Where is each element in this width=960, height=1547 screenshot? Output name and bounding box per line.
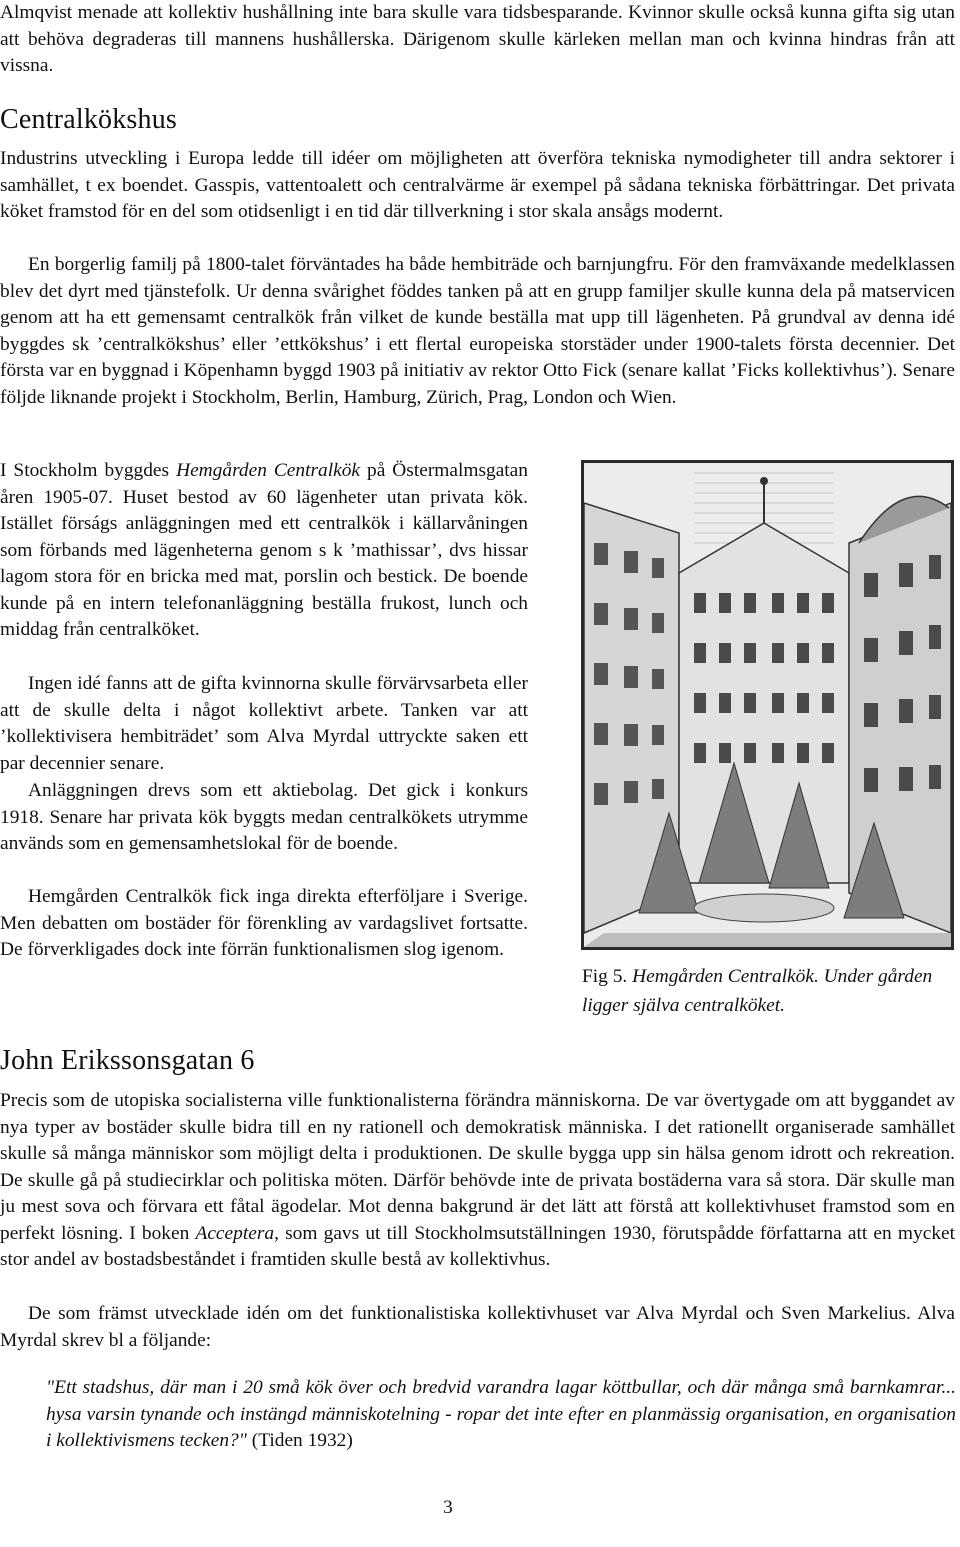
acceptera-title: Acceptera [195,1222,275,1244]
paragraph-hemgarden: I Stockholm byggdes Hemgården Centralkök på Östermalmsgatan åren 1905-07. Huset bestod av 60 lägenheter utan privata kök. Istället förságs anläggningen med ett centralkök i källarvåningen som förbands med lägenheterna genom s k ’mathissar’, dvs hissar lagom stora för en bricka med mat, porslin och bestick. De boende kunde på en intern telefonanläggning beställa frukost, lunch och middag från centralköket. [0,460,528,640]
paragraph-anlaggningen: Anläggningen drevs som ett aktiebolag. Det gick i konkurs 1918. Senare har privata kök byggts medan centralkökets utrymme används som en gemensamhetslokal för de boende. [0,780,528,854]
page-number: 3 [443,1497,453,1518]
paragraph-borgerlig: En borgerlig familj på 1800-talet förväntades ha både hembiträde och barnjungfru. För den framväxande medelklassen blev det dyrt med tjänstefolk. Ur denna svårighet föddes tanken på att en grupp familjer skulle kunna dela på matservicen genom att ha ett gemensamt centralkök från vilket de kunde beställa mat upp till lägenheten. På grundval av denna idé byggdes sk ’centralkökshus’ eller ’ettkökshus’ i ett flertal europeiska storstäder under 1900-talets första decennier. Det första var en byggnad i Köpenhamn byggd 1903 på initiativ av rektor Otto Fick (senare kallat ’Ficks kollektivhus’). Senare följde liknande projekt i Stockholm, Berlin, Hamburg, Zürich, Prag, London och Wien. [0,254,955,408]
courtyard-drawing [584,463,951,947]
courtyard-illustration [581,460,954,950]
paragraph-alva-myrdal: De som främst utvecklade idén om det funktionalistiska kollektivhuset var Alva Myrdal och Sven Markelius. Alva Myrdal skrev bl a följande: [0,1303,955,1351]
paragraph-precis-som: Precis som de utopiska socialisterna ville funktionalisterna förändra människorna. De var övertygade om att byggandet av nya typer av bostäder skulle bidra till en ny rationell och demokratisk människa. I det rationellt organiserade samhället skulle så många människor som möjligt delta i produktionen. De skulle bygga upp sin hälsa genom idrott och rekreation. De skulle gå på studiecirklar och politiska möten. Därför behövde inte de privata bostäderna vara så stora. Där skulle man ju mest sova och förvara ett fåtal ägodelar. Mot denna bakgrund är det lätt att förstå att kollektivhuset framstod som en perfekt lösning. I boken Acceptera, som gavs ut till Stockholmsutställningen 1930, förutspådde författarna att en mycket stor andel av bostadsbeståndet i framtiden skulle bestå av kollektivhus. [0,1090,956,1270]
heading-centralkokshus: Centralkökshus [0,104,178,135]
intro-paragraph: Almqvist menade att kollektiv hushållning inte bara skulle vara tidsbesparande. Kvinnor skulle också kunna gifta sig utan att behöva degraderas till mannens hushållerska. Därigenom skulle kärleken mellan man och kvinna hindras från att vissna. [0,2,955,76]
heading-john-erikssonsgatan: John Erikssonsgatan 6 [0,1045,255,1076]
paragraph-efterfoljare: Hemgården Centralkök fick inga direkta efterföljare i Sverige. Men debatten om bostäder för förenkling av vardagslivet fortsatte. De förverkligades dock inte förrän funktionalismen slog igenom. [0,886,528,960]
figure-caption: Fig 5. Hemgården Centralkök. Under gården ligger själva centralköket. [582,966,933,1016]
paragraph-ingen-ide: Ingen idé fanns att de gifta kvinnorna skulle förvärvsarbeta eller att de skulle delta i något kollektivt arbete. Tanken var att ’kollektivisera hembiträdet’ som Alva Myrdal uttryckte saken ett par decennier senare. [0,673,528,774]
paragraph-industrins: Industrins utveckling i Europa ledde till idéer om möjligheten att överföra tekniska nymodigheter till andra sektorer i samhället, t ex boendet. Gasspis, vattentoalett och centralvärme är exempel på sådana tekniska förbättringar. Det privata köket framstod för en del som otidsenligt i en tid där tillverkning i stor skala ansågs modernt. [0,148,955,222]
block-quote: "Ett stadshus, där man i 20 små kök över och bredvid varandra lagar köttbullar, och där många små barnkamrar... hysa varsin tynande och instängd människotelning - ropar det inte efter en planmässig organisation, en organisation i kollektivismens tecken?" (Tiden 1932) [46,1377,956,1451]
hemgarden-title: Hemgården Centralkök [176,460,361,481]
